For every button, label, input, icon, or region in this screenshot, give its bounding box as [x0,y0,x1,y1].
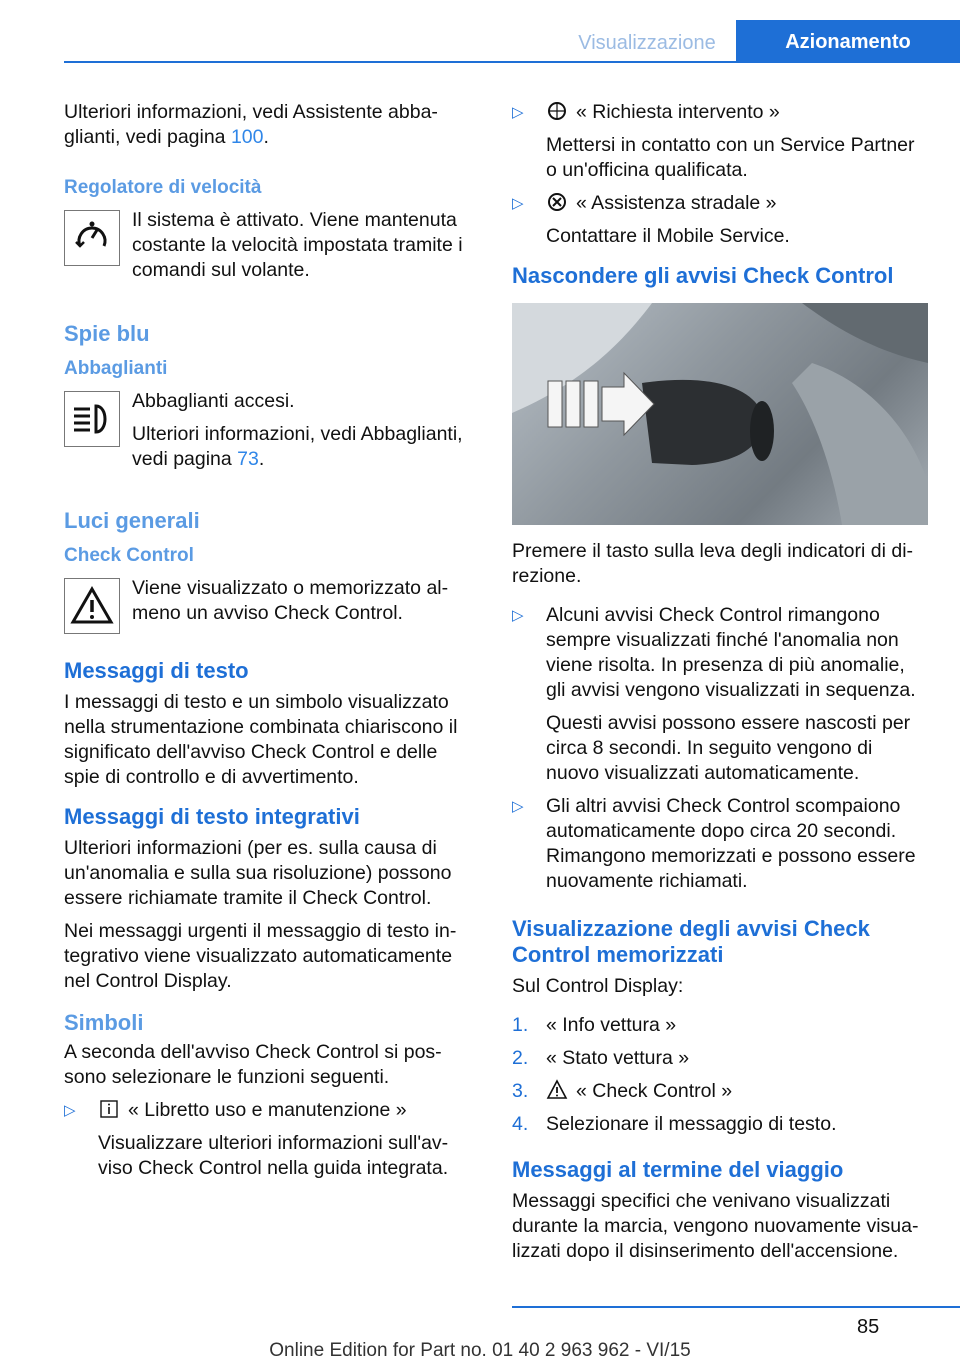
roadside-assistance-icon [546,191,568,213]
page-link-73[interactable]: 73 [237,448,259,470]
symbols-heading: Simboli [64,1010,144,1035]
extra-messages-heading: Messaggi di testo integrativi [64,804,360,829]
cruise-row [64,208,474,291]
footer-rule [512,1306,960,1308]
hide-list [512,603,928,894]
high-beam-text-1: Abbaglianti accesi. [132,390,295,412]
end-trip-body: Messaggi specifici che venivano visualizzati durante la marcia, vengono nuovamente visua-lizzati dopo il disinserimento dell'accensione. [512,1190,919,1262]
list-item: 1. « Info vettura » [512,1014,677,1036]
warning-triangle-icon [64,578,120,634]
section-tab-azionamento[interactable]: Azionamento [736,20,960,62]
owners-manual-desc: Visualizzare ulteriori informazioni sull'av-viso Check Control nella guida integrata. [98,1132,449,1179]
warning-triangle-icon [546,1079,568,1101]
text-messages-heading: Messaggi di testo [64,658,249,683]
service-request-option[interactable]: « Richiesta intervento » [576,101,780,123]
list-item: ▷ Alcuni avvisi Check Control rimangono sempre visualizzati finché l'anomalia non viene risolta. In presenza di più anomalie, gli avvisi vengono visualizzati in sequenza. Questi avvisi possono essere nascosti per circa 8 secondi. In seguito vengono di nuovo visualizzati automaticamente. [512,604,916,784]
intro-paragraph: Ulteriori informazioni, vedi Assistente abba-glianti, vedi pagina 100. [64,101,438,148]
check-control-row [64,576,474,634]
symbols-list-continued [512,100,928,249]
roadside-assistance-option[interactable]: « Assistenza stradale » [576,192,777,214]
check-control-text: Viene visualizzato o memorizzato al-meno un avviso Check Control. [132,577,449,624]
cruise-heading: Regolatore di velocità [64,177,262,198]
section-tab-visualizzazione[interactable]: Visualizzazione [578,32,716,54]
list-item: 4. Selezionare il messaggio di testo. [512,1113,837,1135]
stored-heading: Visualizzazione degli avvisi Check Control memorizzati [512,916,870,967]
triangle-bullet-icon: ▷ [64,1102,76,1119]
triangle-bullet-icon: ▷ [512,104,524,121]
list-item: ▷ Gli altri avvisi Check Control scompaiono automaticamente dopo circa 20 secondi. Rimangono memorizzati e possono essere nuovamente richiamati. [512,795,916,892]
edition-footer: Online Edition for Part no. 01 40 2 963 962 - VI/15 [269,1340,691,1361]
page-link-100[interactable]: 100 [230,126,264,148]
extra-messages-body-1: Ulteriori informazioni (per es. sulla causa di un'anomalia e sulla sua risoluzione) possono essere richiamate tramite il Check Control. [64,837,452,909]
check-control-subheading: Check Control [64,545,194,566]
stored-intro: Sul Control Display: [512,975,684,997]
service-request-icon [546,100,568,122]
hide-caption: Premere il tasto sulla leva degli indicatori di di-rezione. [512,540,914,587]
triangle-bullet-icon: ▷ [512,607,524,624]
left-column [64,100,474,1189]
high-beam-row [64,389,474,480]
service-request-desc: Mettersi in contatto con un Service Partner o un'officina qualificata. [546,134,915,181]
page-header [0,0,960,62]
triangle-bullet-icon: ▷ [512,195,524,212]
triangle-bullet-icon: ▷ [512,798,524,815]
end-trip-heading: Messaggi al termine del viaggio [512,1157,844,1182]
list-item [512,100,928,183]
text-messages-body: I messaggi di testo e un simbolo visualizzato nella strumentazione combinata chiariscono il significato dell'avviso Check Control e delle spie di controllo e di avvertimento. [64,691,458,788]
high-beam-text-2: Ulteriori informazioni, vedi Abbaglianti, vedi pagina 73. [132,423,463,470]
cruise-text: Il sistema è attivato. Viene mantenuta costante la velocità impostata tramite i comandi sul volante. [132,209,463,281]
roadside-assistance-desc: Contattare il Mobile Service. [546,225,790,247]
list-item: 3. « Check Control » [512,1080,733,1102]
symbols-list [64,1098,474,1181]
extra-messages-body-2: Nei messaggi urgenti il messaggio di testo in-tegrativo viene visualizzato automaticamente nel Control Display. [64,920,457,992]
high-beam-subheading: Abbaglianti [64,358,168,379]
hide-heading: Nascondere gli avvisi Check Control [512,263,894,288]
cruise-control-icon [64,210,120,266]
manual-book-icon [98,1098,120,1120]
high-beam-icon [64,391,120,447]
header-rule [64,61,960,63]
blue-lights-heading: Spie blu [64,321,150,346]
general-lights-heading: Luci generali [64,508,200,533]
right-column [512,100,928,1272]
page-number: 85 [857,1316,880,1338]
list-item [64,1098,474,1181]
owners-manual-option[interactable]: « Libretto uso e manutenzione » [128,1099,407,1121]
list-item [512,191,928,249]
turn-signal-lever-photo [512,303,928,525]
list-item: 2. « Stato vettura » [512,1047,690,1069]
symbols-body: A seconda dell'avviso Check Control si pos-sono selezionare le funzioni seguenti. [64,1041,442,1088]
stored-steps [512,1013,928,1137]
